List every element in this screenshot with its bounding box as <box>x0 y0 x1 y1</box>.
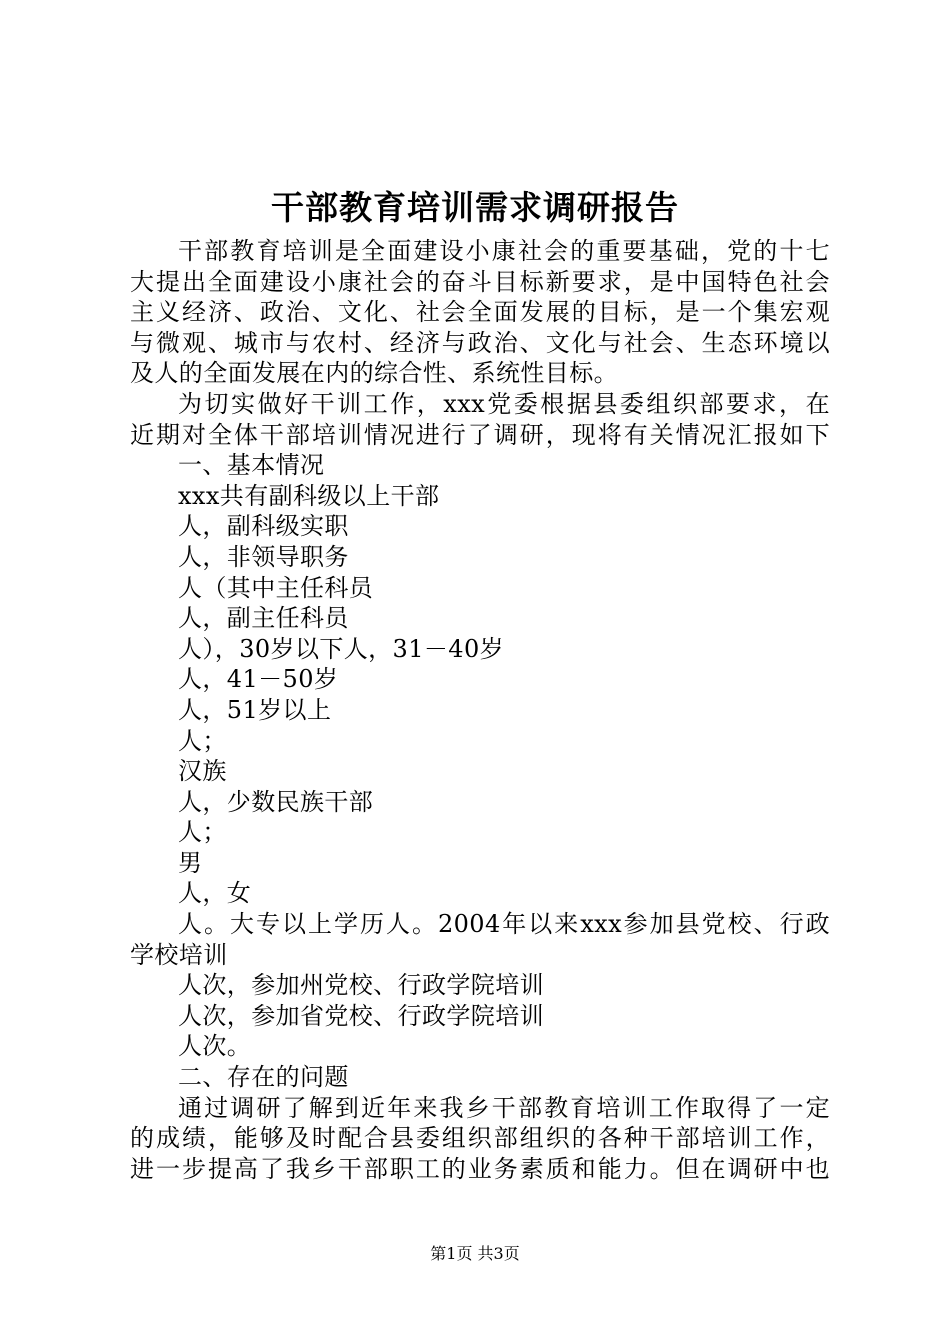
text-line: 主义经济、政治、文化、社会全面发展的目标，是一个集宏观 <box>130 298 830 327</box>
text-line: 人次，参加省党校、行政学院培训 <box>178 1001 544 1030</box>
text-line: 学校培训 <box>130 940 228 969</box>
text-line: 人（其中主任科员 <box>178 573 374 602</box>
text-line: 人，非领导职务 <box>178 542 349 571</box>
text-line: 人，女 <box>178 879 252 908</box>
text-line: xxx共有副科级以上干部 <box>178 481 440 510</box>
text-line: 通过调研了解到近年来我乡干部教育培训工作取得了一定 <box>178 1093 830 1122</box>
text-line: 干部教育培训是全面建设小康社会的重要基础，党的十七 <box>178 237 830 265</box>
text-line: 近期对全体干部培训情况进行了调研，现将有关情况汇报如下 <box>130 420 830 449</box>
text-line: 人，副科级实职 <box>178 512 349 541</box>
document-title: 干部教育培训需求调研报告 <box>271 188 679 227</box>
text-line: 人； <box>178 818 227 847</box>
text-line: 及人的全面发展在内的综合性、系统性目标。 <box>130 359 618 388</box>
text-line: 进一步提高了我乡干部职工的业务素质和能力。但在调研中也 <box>130 1154 830 1183</box>
text-line: 大提出全面建设小康社会的奋斗目标新要求，是中国特色社会 <box>130 267 830 296</box>
text-line: 人，41－50岁 <box>178 665 339 694</box>
text-line: 人，少数民族干部 <box>178 787 374 816</box>
text-line: 汉族 <box>178 757 227 786</box>
text-line: 的成绩，能够及时配合县委组织部组织的各种干部培训工作， <box>130 1124 830 1153</box>
document-body <box>130 236 830 1184</box>
text-line: 男 <box>178 848 203 877</box>
text-line: 与微观、城市与农村、经济与政治、文化与社会、生态环境以 <box>130 328 830 357</box>
text-line: 人，副主任科员 <box>178 604 349 633</box>
text-line: 人次，参加州党校、行政学院培训 <box>178 971 544 1000</box>
page-footer: 第1页 共3页 <box>430 1244 520 1263</box>
text-line: 人），30岁以下人，31－40岁 <box>178 634 505 663</box>
text-line: 人次。 <box>178 1032 252 1061</box>
text-line: 人。大专以上学历人。2004年以来xxx参加县党校、行政 <box>178 910 830 939</box>
text-line: 一、基本情况 <box>178 451 325 480</box>
text-line: 二、存在的问题 <box>178 1063 349 1092</box>
text-line: 人，51岁以上 <box>178 695 332 724</box>
text-line: 为切实做好干训工作，xxx党委根据县委组织部要求，在 <box>178 389 830 418</box>
text-line: 人； <box>178 726 227 755</box>
